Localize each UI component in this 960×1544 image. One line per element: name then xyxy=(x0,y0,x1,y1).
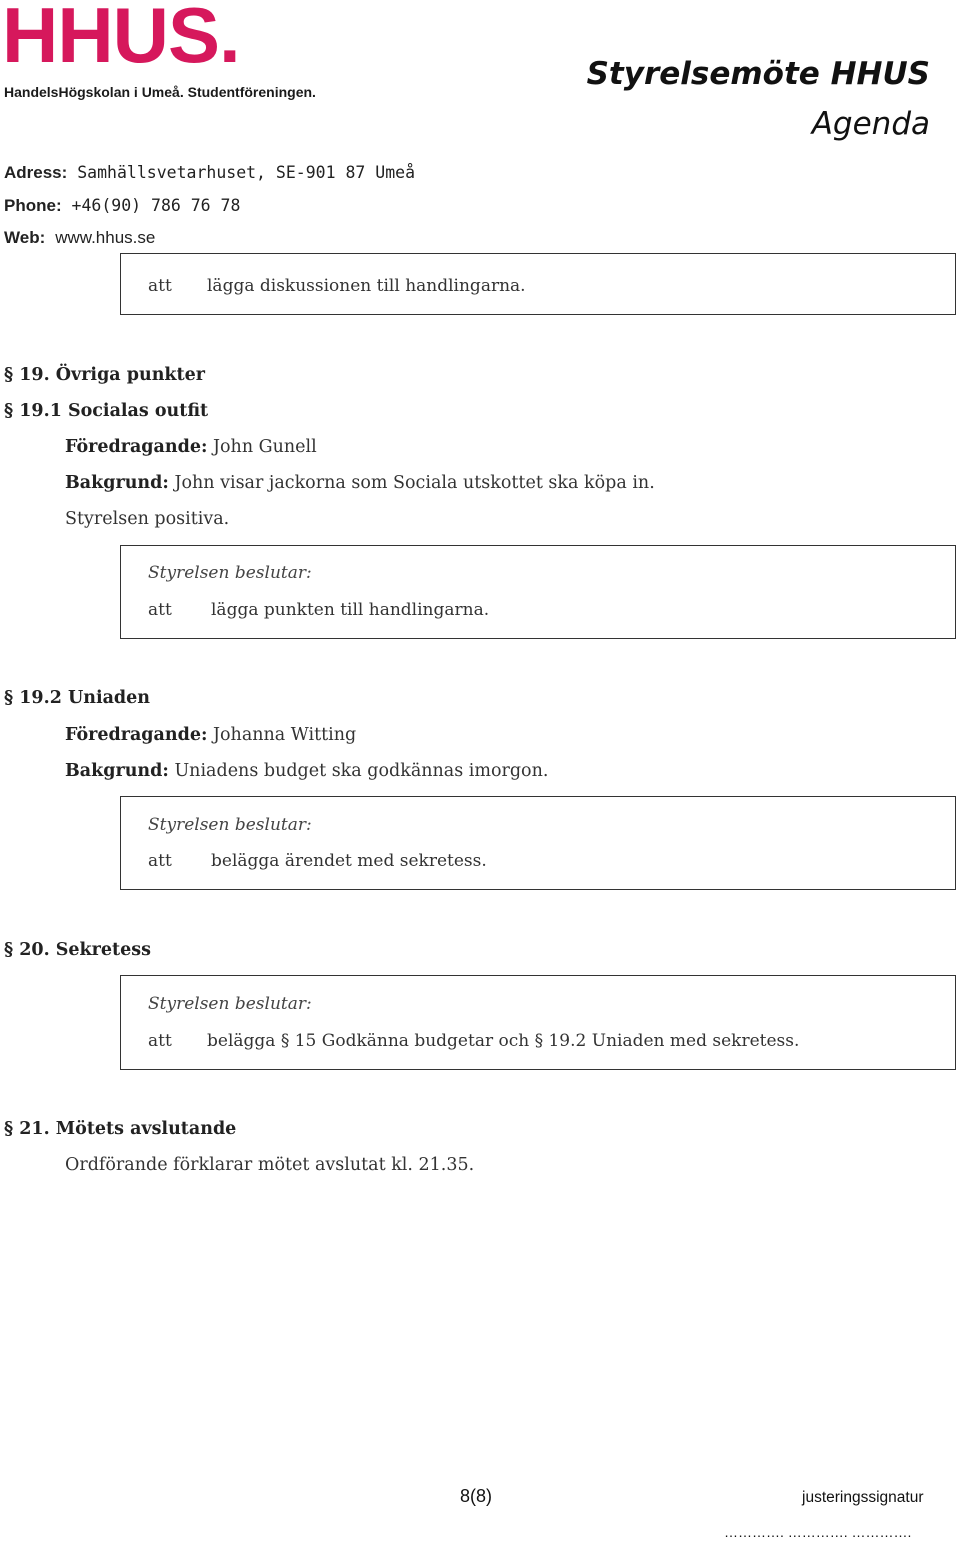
page-number: 8(8) xyxy=(460,1486,493,1506)
section-19-1-extra: Styrelsen positiva. xyxy=(65,509,230,529)
address-value: Samhällsvetarhuset, SE-901 87 Umeå xyxy=(77,163,416,182)
section-19-heading: § 19. Övriga punkter xyxy=(4,365,205,385)
section-20-heading: § 20. Sekretess xyxy=(4,940,151,960)
section-19-1-heading: § 19.1 Socialas outfit xyxy=(4,401,209,421)
decision-box-19-1 xyxy=(120,545,956,639)
hhus-logo: HHUS. xyxy=(2,0,240,79)
presenter-label: Föredragande: xyxy=(65,725,208,745)
background-label: Bakgrund: xyxy=(65,473,169,493)
signature-label: justeringssignatur xyxy=(802,1489,924,1506)
section-19-2-presenter xyxy=(65,725,356,745)
web-label: Web: xyxy=(4,228,46,247)
section-19-1-presenter xyxy=(65,437,317,457)
decision-box-label: Styrelsen beslutar: xyxy=(148,815,312,835)
section-21-text: Ordförande förklarar mötet avslutat kl. 21.35. xyxy=(65,1155,475,1175)
att-label: att xyxy=(148,1031,172,1051)
decision-box-label: Styrelsen beslutar: xyxy=(148,994,312,1014)
presenter-label: Föredragande: xyxy=(65,437,208,457)
document-title: Styrelsemöte HHUS xyxy=(586,56,930,92)
section-19-1-background xyxy=(65,473,655,493)
signature-lines: …………. …………. …………. xyxy=(724,1524,912,1540)
section-19-2-background xyxy=(65,761,548,781)
phone-label: Phone: xyxy=(4,195,62,215)
presenter-name: Johanna Witting xyxy=(213,725,357,745)
background-text: John visar jackorna som Sociala utskottet ska köpa in. xyxy=(174,473,655,493)
decision-box-label: Styrelsen beslutar: xyxy=(148,563,312,583)
decision-text: lägga punkten till handlingarna. xyxy=(211,600,490,620)
presenter-name: John Gunell xyxy=(213,437,317,457)
contact-block xyxy=(4,160,415,258)
background-text: Uniadens budget ska godkännas imorgon. xyxy=(174,761,549,781)
phone-value: +46(90) 786 76 78 xyxy=(71,195,241,215)
logo-tagline: HandelsHögskolan i Umeå. Studentföreningen. xyxy=(4,84,316,100)
decision-text: belägga § 15 Godkänna budgetar och § 19.2 Uniaden med sekretess. xyxy=(207,1031,800,1051)
section-21-heading: § 21. Mötets avslutande xyxy=(4,1119,237,1139)
document-subtitle: Agenda xyxy=(811,106,930,142)
address-label: Adress: xyxy=(4,163,68,182)
decision-text: lägga diskussionen till handlingarna. xyxy=(207,276,526,296)
decision-text: belägga ärendet med sekretess. xyxy=(211,851,487,871)
web-link[interactable]: www.hhus.se xyxy=(55,228,156,247)
section-19-2-heading: § 19.2 Uniaden xyxy=(4,688,151,708)
att-label: att xyxy=(148,276,172,296)
background-label: Bakgrund: xyxy=(65,761,169,781)
decision-box-19-2 xyxy=(120,796,956,890)
att-label: att xyxy=(148,851,172,871)
decision-box-20 xyxy=(120,975,956,1070)
att-label: att xyxy=(148,600,172,620)
